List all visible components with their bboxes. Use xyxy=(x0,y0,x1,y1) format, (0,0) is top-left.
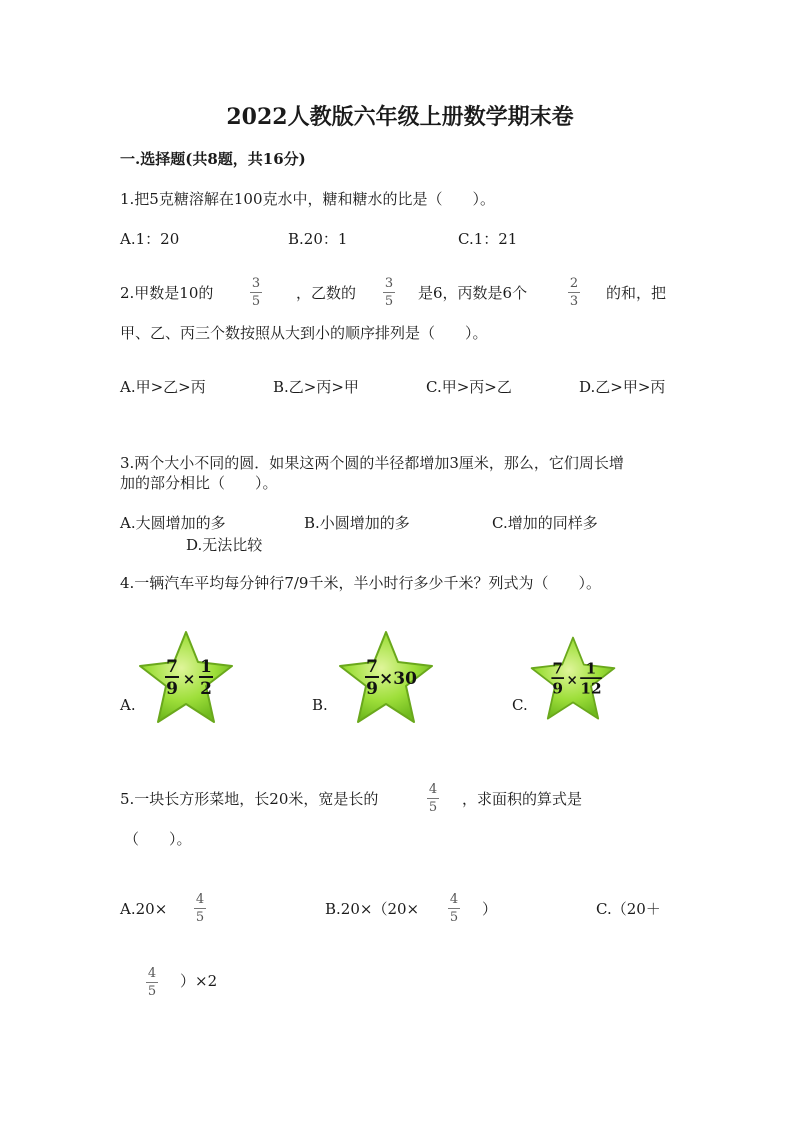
question-2-line2: 甲、乙、丙三个数按照从大到小的顺序排列是（ ）。 xyxy=(120,324,488,342)
star-a-num: 7 xyxy=(166,657,178,677)
q4-star-option-b[interactable] xyxy=(336,628,436,728)
question-5-part2: ，求面积的算式是 xyxy=(462,790,583,808)
star-a-rnum: 1 xyxy=(200,657,212,677)
q3-option-d[interactable]: D.无法比较 xyxy=(186,536,263,554)
star-c-graphic xyxy=(528,634,618,724)
q4-star-option-a[interactable] xyxy=(136,628,236,728)
q1-option-b[interactable]: B.20：1 xyxy=(288,230,348,248)
q2-option-c[interactable]: C.甲>丙>乙 xyxy=(426,378,512,396)
star-c-num: 7 xyxy=(552,659,564,678)
q2-frac2-num: 3 xyxy=(384,276,394,291)
q5-option-c[interactable]: C.（20＋ xyxy=(596,900,661,918)
q5-option-b-close: ） xyxy=(482,900,498,918)
section-heading: 一.选择题(共8题，共16分) xyxy=(120,150,306,168)
q3-option-b[interactable]: B.小圆增加的多 xyxy=(304,514,410,532)
q4-option-a-label[interactable]: A. xyxy=(120,696,136,714)
star-c-rnum: 1 xyxy=(585,659,597,678)
q5-frac-den: 5 xyxy=(428,800,438,815)
q2-frac1-den: 5 xyxy=(251,294,261,309)
star-c-rden: 12 xyxy=(580,679,602,698)
q1-option-c[interactable]: C.1：21 xyxy=(458,230,518,248)
q5-fracA-den: 5 xyxy=(195,910,205,925)
q5-option-c-tail: ）×2 xyxy=(180,972,218,990)
page-title: 2022人教版六年级上册数学期末卷 xyxy=(226,104,574,130)
q4-option-b-label[interactable]: B. xyxy=(312,696,328,714)
question-2-part4: 的和，把 xyxy=(606,284,667,302)
question-3-line2: 加的部分相比（ ）。 xyxy=(120,474,278,492)
q5-option-b[interactable]: B.20×（20× xyxy=(325,900,420,918)
q2-frac2-den: 5 xyxy=(384,294,394,309)
star-a-rden: 2 xyxy=(200,679,212,699)
question-4-text: 4.一辆汽车平均每分钟行7/9千米，半小时行多少千米？列式为（ ）。 xyxy=(120,574,601,592)
star-a-den: 9 xyxy=(166,679,178,699)
q2-fraction-3 xyxy=(566,276,582,309)
q2-option-b[interactable]: B.乙>丙>甲 xyxy=(273,378,359,396)
question-2-part3: 是6，丙数是6个 xyxy=(418,284,528,302)
star-a-graphic xyxy=(136,628,236,728)
q5-frac-num: 4 xyxy=(428,782,438,797)
q1-option-a[interactable]: A.1：20 xyxy=(120,230,180,248)
star-b-num: 7 xyxy=(366,657,378,677)
question-5-line2: （ ）。 xyxy=(124,830,192,848)
q5-fraction xyxy=(425,782,441,815)
question-2-part1: 2.甲数是10的 xyxy=(120,284,214,302)
star-a-op: × xyxy=(182,670,196,688)
q5-option-a-fraction xyxy=(192,892,208,925)
question-5-part1: 5.一块长方形菜地，长20米，宽是长的 xyxy=(120,790,379,808)
star-b-den: 9 xyxy=(366,679,378,699)
q2-fraction-1 xyxy=(248,276,264,309)
star-b-op: ×30 xyxy=(379,669,417,689)
star-c-den: 9 xyxy=(552,679,564,698)
q2-option-d[interactable]: D.乙>甲>丙 xyxy=(579,378,666,396)
question-3-line1: 3.两个大小不同的圆．如果这两个圆的半径都增加3厘米，那么，它们周长增 xyxy=(120,454,624,472)
question-2-part2: ，乙数的 xyxy=(296,284,357,302)
q4-star-option-c[interactable] xyxy=(528,634,618,724)
q5-fracA-num: 4 xyxy=(195,892,205,907)
question-1-text: 1.把5克糖溶解在100克水中，糖和糖水的比是（ ）。 xyxy=(120,190,495,208)
q5-fracC-den: 5 xyxy=(147,984,157,999)
star-b-graphic xyxy=(336,628,436,728)
q5-fracB-num: 4 xyxy=(449,892,459,907)
star-c-op: × xyxy=(566,672,578,689)
q3-option-c[interactable]: C.增加的同样多 xyxy=(492,514,598,532)
q3-option-a[interactable]: A.大圆增加的多 xyxy=(120,514,226,532)
q2-fraction-2 xyxy=(381,276,397,309)
q5-option-c-fraction xyxy=(144,966,160,999)
q5-option-a[interactable]: A.20× xyxy=(120,900,168,918)
q2-frac3-den: 3 xyxy=(569,294,579,309)
q2-frac1-num: 3 xyxy=(251,276,261,291)
q2-option-a[interactable]: A.甲>乙>丙 xyxy=(120,378,206,396)
q5-fracC-num: 4 xyxy=(147,966,157,981)
q4-option-c-label[interactable]: C. xyxy=(512,696,528,714)
q5-option-b-fraction xyxy=(446,892,462,925)
q2-frac3-num: 2 xyxy=(569,276,579,291)
q5-fracB-den: 5 xyxy=(449,910,459,925)
